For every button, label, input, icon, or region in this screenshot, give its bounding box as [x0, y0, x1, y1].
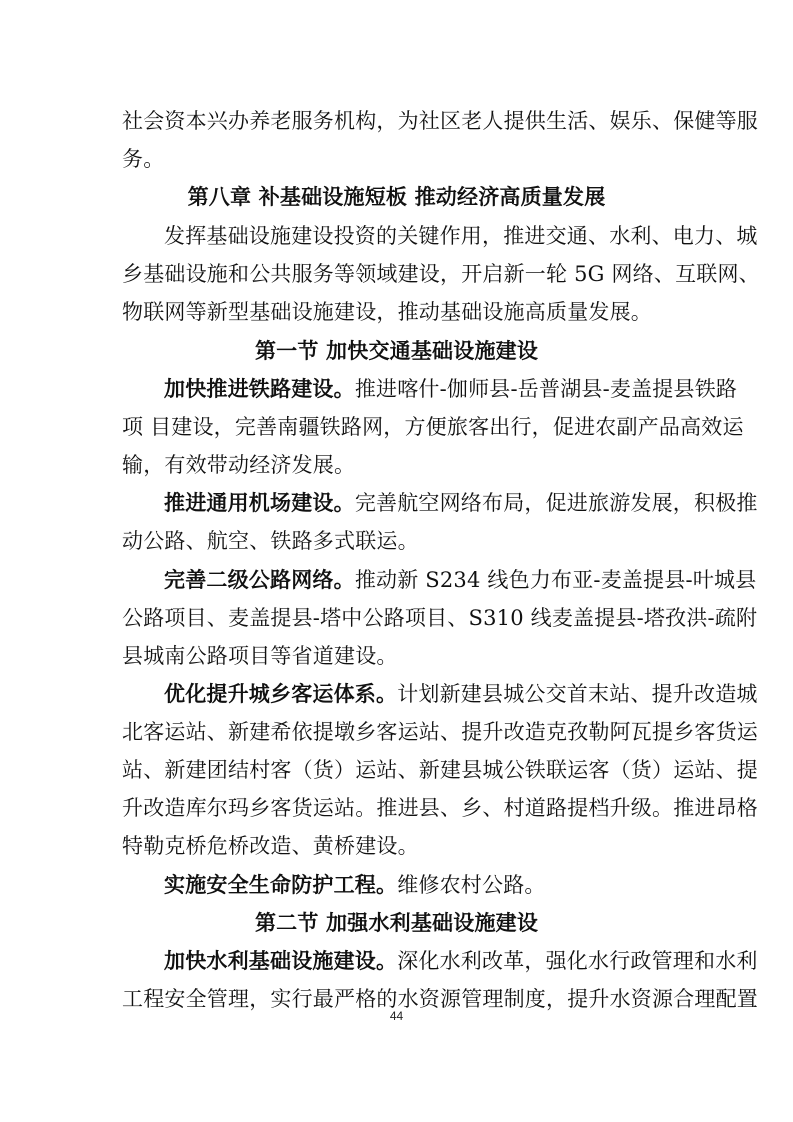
- body-text-line: 发挥基础设施建设投资的关键作用，推进交通、水利、电力、城: [164, 224, 758, 248]
- body-text-line: 物联网等新型基础设施建设，推动基础设施高质量发展。: [122, 300, 652, 324]
- section-title: 第二节 加强水利基础设施建设: [254, 910, 539, 935]
- section-title: 第一节 加快交通基础设施建设: [254, 338, 539, 363]
- body-text-line: 乡基础设施和公共服务等领域建设，开启新一轮 5G 网络、互联网、: [122, 262, 760, 286]
- body-text-line: 公路项目、麦盖提县-塔中公路项目、S310 线麦盖提县-塔孜洪-疏附: [122, 606, 758, 630]
- paragraph-line: [164, 871, 546, 899]
- paragraph-heading: 加快推进铁路建设。: [164, 376, 355, 401]
- body-text-line: 社会资本兴办养老服务机构，为社区老人提供生活、娱乐、保健等服: [122, 109, 758, 133]
- body-text-line: 站、新建团结村客（货）运站、新建县城公铁联运客（货）运站、提: [122, 758, 758, 782]
- paragraph-text: 推动新 S234 线色力布亚-麦盖提县-叶城县: [354, 568, 757, 592]
- body-text-line: 动公路、航空、铁路多式联运。: [122, 529, 419, 553]
- paragraph-line: [164, 566, 756, 594]
- page-number: 44: [389, 1009, 404, 1023]
- body-text-line: 特勒克桥危桥改造、黄桥建设。: [122, 834, 419, 858]
- body-text-line: 北客运站、新建希依提墩乡客运站、提升改造克孜勒阿瓦提乡客货运: [122, 720, 758, 744]
- paragraph-heading: 实施安全生命防护工程。: [164, 872, 398, 897]
- chapter-title: 第八章 补基础设施短板 推动经济高质量发展: [187, 184, 606, 209]
- paragraph-text: 深化水利改革，强化水行政管理和水利: [397, 949, 758, 973]
- paragraph-heading: 完善二级公路网络。: [164, 567, 355, 592]
- body-text-line: 务。: [122, 147, 165, 171]
- paragraph-text: 完善航空网络布局，促进旅游发展，积极推: [354, 491, 758, 515]
- body-text-line: 工程安全管理，实行最严格的水资源管理制度，提升水资源合理配置: [122, 987, 758, 1011]
- body-text-line: 县城南公路项目等省道建设。: [122, 644, 398, 668]
- body-text-line: 升改造库尔玛乡客货运站。推进县、乡、村道路提档升级。推进昂格: [122, 796, 758, 820]
- paragraph-heading: 推进通用机场建设。: [164, 490, 355, 515]
- body-text-line: 输，有效带动经济发展。: [122, 453, 356, 477]
- paragraph-text: 推进喀什-伽师县-岳普湖县-麦盖提县铁路: [354, 377, 738, 401]
- paragraph-heading: 优化提升城乡客运体系。: [164, 681, 398, 706]
- paragraph-line: [164, 375, 737, 403]
- body-text-line: 项 目建设，完善南疆铁路网，方便旅客出行，促进农副产品高效运: [122, 415, 744, 439]
- paragraph-line: [164, 947, 758, 975]
- paragraph-text: 维修农村公路。: [397, 873, 546, 897]
- paragraph-text: 计划新建县城公交首末站、提升改造城: [397, 682, 758, 706]
- paragraph-line: [164, 680, 758, 708]
- paragraph-heading: 加快水利基础设施建设。: [164, 948, 398, 973]
- paragraph-line: [164, 489, 758, 517]
